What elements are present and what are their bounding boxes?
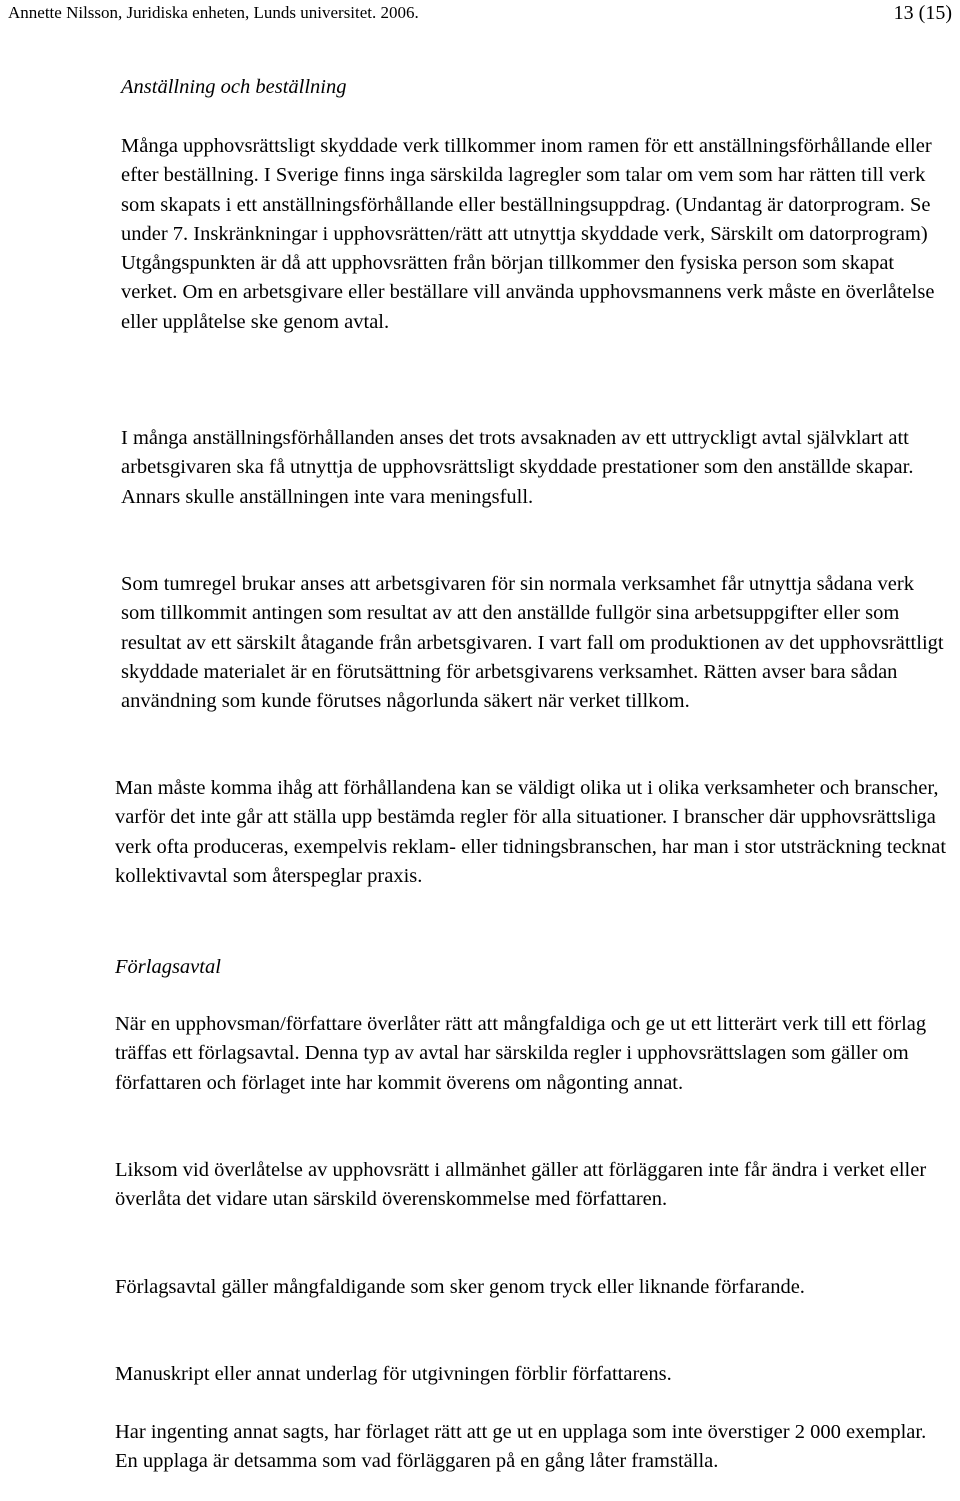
paragraph: Har ingenting annat sagts, har förlaget rätt att ge ut en upplaga som inte överstiger 2 000 exemplar. En upplaga är detsamma som vad förläggaren på en gång låter framställa. — [115, 1421, 927, 1473]
paragraph: Manuskript eller annat underlag för utgivningen förblir författarens. — [115, 1363, 672, 1385]
page-number: 13 (15) — [893, 2, 952, 24]
paragraph: Liksom vid överlåtelse av upphovsrätt i allmänhet gäller att förläggaren inte får ändra i verket eller överlåta det vidare utan särskild överenskommelse med författaren. — [115, 1159, 927, 1211]
paragraph: Som tumregel brukar anses att arbetsgivaren för sin normala verksamhet får utnyttja sådana verk som tillkommit antingen som resultat av att den anställde fullgör sina arbetsuppgifter eller som resultat av ett särskilt åtagande från arbetsgivaren. I vart fall om produktionen av det upphovsrättligt skyddade materialet är en förutsättning för arbetsgivarens verksamhet. Rätten avser bara sådan användning som kunde förutses någorlunda säkert när verket tillkom. — [121, 573, 944, 713]
section-heading: Förlagsavtal — [115, 956, 221, 978]
paragraph: I många anställningsförhållanden anses det trots avsaknaden av ett uttryckligt avtal självklart att arbetsgivaren ska få utnyttja de upphovsrättsligt skyddade prestationer som den anställde skapar. Annars skulle anställningen inte vara meningsfull. — [121, 427, 914, 508]
page-header — [0, 0, 960, 26]
paragraph: Förlagsavtal gäller mångfaldigande som sker genom tryck eller liknande förfarande. — [115, 1276, 805, 1298]
author-line: Annette Nilsson, Juridiska enheten, Lunds universitet. 2006. — [8, 3, 419, 22]
section-heading: Anställning och beställning — [121, 76, 347, 98]
paragraph: När en upphovsman/författare överlåter rätt att mångfaldiga och ge ut ett litterärt verk till ett förlag träffas ett förlagsavtal. Denna typ av avtal har särskilda regler i upphovsrättslagen som gäller om författaren och förlaget inte har kommit överens om någonting annat. — [115, 1013, 927, 1094]
paragraph: Många upphovsrättsligt skyddade verk tillkommer inom ramen för ett anställningsförhållande eller efter beställning. I Sverige finns inga särskilda lagregler som talar om vem som har rätten till verk som skapats i ett anställningsförhållande eller beställningsuppdrag. (Undantag är datorprogram. Se under 7. Inskränkningar i upphovsrätten/rätt att utnyttja skyddade verk, Särskilt om datorprogram) Utgångspunkten är då att upphovsrätten från början tillkommer den fysiska person som skapat verket. Om en arbetsgivare eller beställare vill använda upphovsmannens verk måste en överlåtelse eller upplåtelse ske genom avtal. — [121, 135, 935, 333]
paragraph: Man måste komma ihåg att förhållandena kan se väldigt olika ut i olika verksamheter och branscher, varför det inte går att ställa upp bestämda regler för alla situationer. I branscher där upphovsrättsliga verk ofta produceras, exempelvis reklam- eller tidningsbranschen, har man i stor utsträckning tecknat kollektivavtal som återspeglar praxis. — [115, 777, 947, 887]
